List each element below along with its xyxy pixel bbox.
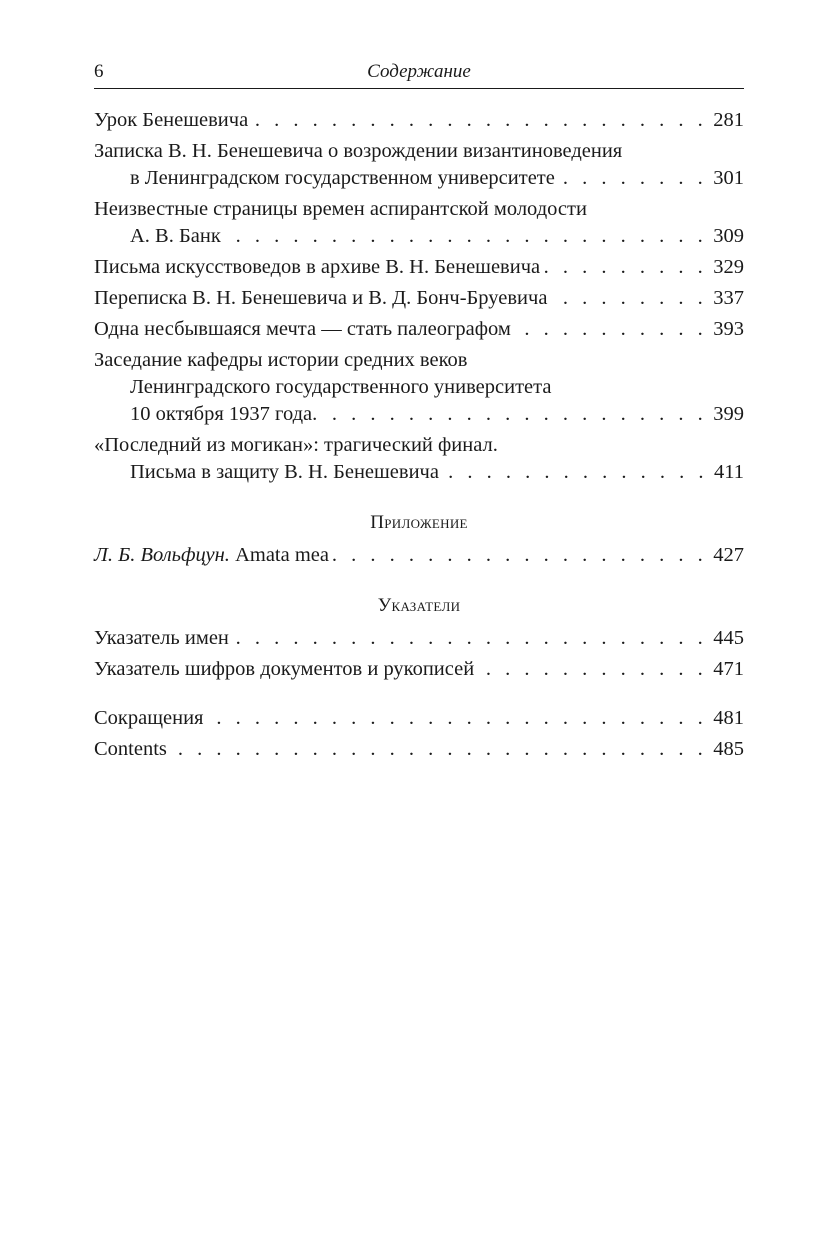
toc-entry-title: Записка В. Н. Бенешевича о возрождении византиноведения <box>94 140 623 162</box>
toc-entry[interactable] <box>94 285 744 312</box>
section-title-appendix: Приложение <box>370 512 468 533</box>
toc-entry[interactable] <box>94 432 744 486</box>
toc-leader-dots <box>171 736 707 763</box>
toc-leader-dots <box>515 316 707 343</box>
toc-leader-dots <box>233 625 707 652</box>
toc-page-number: 445 <box>713 627 744 649</box>
toc-page-number: 481 <box>713 707 744 729</box>
toc-page-number: 485 <box>713 738 744 760</box>
toc-entry-title-cont: в Ленинградском государственном университете <box>130 167 555 189</box>
toc-entry[interactable] <box>94 316 744 343</box>
toc-entry-title-cont: Письма в защиту В. Н. Бенешевича <box>130 461 439 483</box>
section-gap <box>94 687 744 705</box>
running-title: Содержание <box>367 61 471 82</box>
toc-entry-title: Указатель имен <box>94 627 229 649</box>
toc-entry[interactable] <box>94 736 744 763</box>
toc-entry-author: Л. Б. Вольфцун. <box>94 544 230 566</box>
toc-page-number: 399 <box>713 403 744 425</box>
toc-entry-title: Заседание кафедры истории средних веков <box>94 349 468 371</box>
toc-leader-dots <box>321 401 707 428</box>
section-title-indexes: Указатели <box>377 595 461 616</box>
toc-leader-dots <box>208 705 708 732</box>
toc-entry-title: Урок Бенешевича <box>94 109 249 131</box>
toc-entry[interactable] <box>94 107 744 134</box>
toc-page-number: 471 <box>713 658 744 680</box>
toc-entry[interactable] <box>94 656 744 683</box>
toc-entry-title: Сокращения <box>94 707 204 729</box>
toc-entry[interactable] <box>94 625 744 652</box>
toc-page-number: 301 <box>713 167 744 189</box>
toc-leader-dots <box>252 107 707 134</box>
toc-entry-title-cont: А. В. Банк <box>130 225 221 247</box>
toc-leader-dots <box>559 165 707 192</box>
toc-page-number: 411 <box>714 461 744 483</box>
toc-entry-title-cont: Ленинградского государственного университета <box>130 376 552 398</box>
toc-leader-dots <box>478 656 707 683</box>
toc-leader-dots <box>544 254 707 281</box>
toc-leader-dots <box>551 285 707 312</box>
toc-page-number: 337 <box>713 287 744 309</box>
toc-page-number: 393 <box>713 318 744 340</box>
toc-entry-title: Указатель шифров документов и рукописей <box>94 658 475 680</box>
toc-entry[interactable] <box>94 347 744 428</box>
toc-leader-dots <box>333 542 707 569</box>
toc-entry[interactable] <box>94 705 744 732</box>
toc-entry-title: Amata mea <box>235 544 329 566</box>
toc-entry[interactable] <box>94 542 744 569</box>
toc-entry[interactable] <box>94 196 744 250</box>
toc-entry-title: Contents <box>94 738 167 760</box>
toc-page-number: 329 <box>713 256 744 278</box>
toc-entry-title: Переписка В. Н. Бенешевича и В. Д. Бонч-Бруевича <box>94 287 548 309</box>
toc-entry[interactable] <box>94 138 744 192</box>
toc-page-number: 309 <box>713 225 744 247</box>
toc-leader-dots <box>225 223 707 250</box>
toc-entry-title-cont: 10 октября 1937 года. <box>130 403 318 425</box>
toc-entry[interactable] <box>94 254 744 281</box>
toc-leader-dots <box>443 459 708 486</box>
toc-entry-title: Письма искусствоведов в архиве В. Н. Бенешевича <box>94 256 541 278</box>
toc-page-number: 281 <box>713 109 744 131</box>
toc-entry-title: Одна несбывшаяся мечта — стать палеографом <box>94 318 511 340</box>
toc-entry-title: Неизвестные страницы времен аспирантской молодости <box>94 198 587 220</box>
toc-page-number: 427 <box>713 544 744 566</box>
page-number: 6 <box>94 61 104 82</box>
page-header <box>94 58 744 89</box>
table-of-contents <box>94 107 744 767</box>
toc-entry-title: «Последний из могикан»: трагический финал. <box>94 434 498 456</box>
